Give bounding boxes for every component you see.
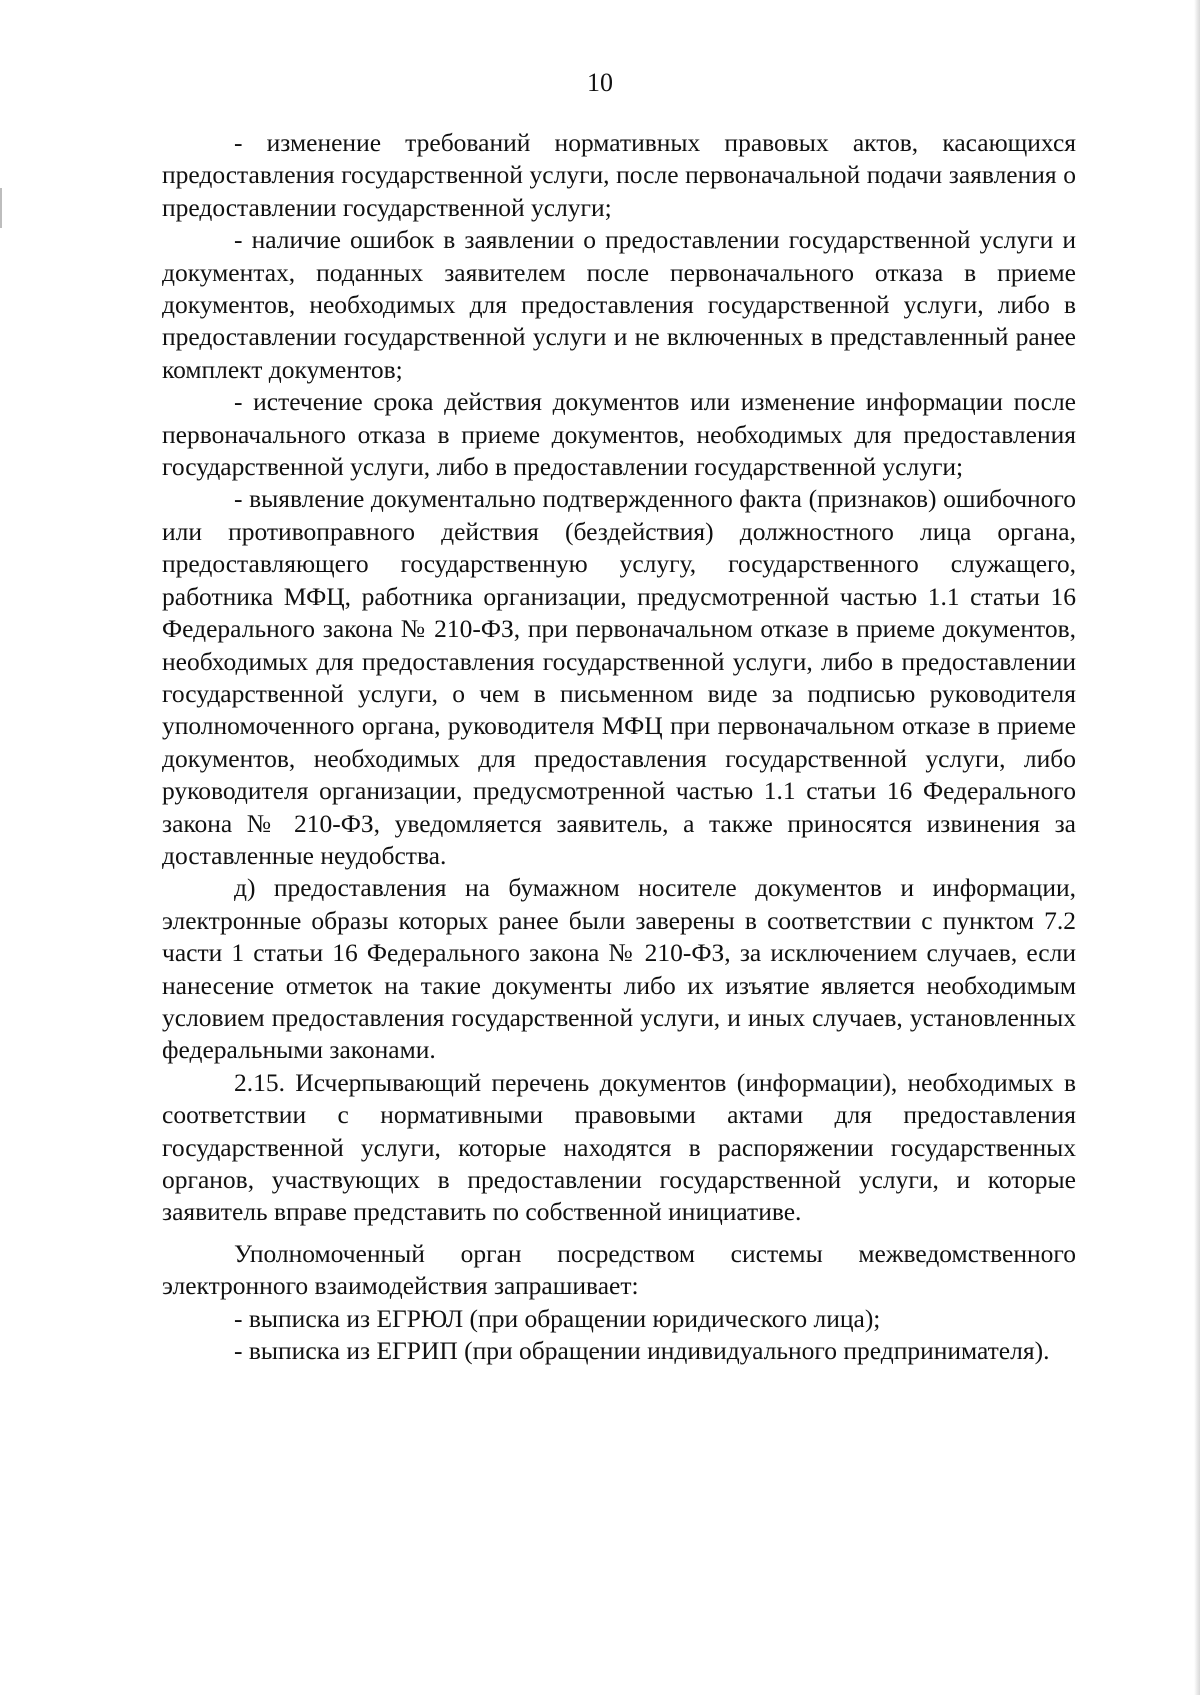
paragraph-official-misconduct: - выявление документально подтвержденного факта (признаков) ошибочного или противоправного действия (бездействия) должностного лица органа, предоставляющего государственную услугу, государственного служащего, работника МФЦ, работника организации, предусмотренной частью 1.1 статьи 16 Федерального закона № 210-ФЗ, при первоначальном отказе в приеме документов, необходимых для предоставления государственной услуги, либо в предоставлении государственной услуги, о чем в письменном виде за подписью руководителя уполномоченного органа, руководителя МФЦ при первоначальном отказе в приеме документов, необходимых для предоставления государственной услуги, либо руководителя организации, предусмотренной частью 1.1 статьи 16 Федерального закона № 210-ФЗ, уведомляется заявитель, а также приносятся извинения за доставленные неудобства.: [162, 484, 1076, 870]
page-edge-shadow: [1194, 0, 1200, 1695]
scan-margin-mark: [0, 188, 2, 228]
document-body: [162, 127, 1076, 1367]
paragraph-interagency-request: Уполномоченный орган посредством системы межведомственного электронного взаимодействия запрашивает:: [162, 1238, 1076, 1301]
page-number: 10: [587, 68, 613, 97]
paragraph-document-expiry: - истечение срока действия документов или изменение информации после первоначального отказа в приеме документов, необходимых для предоставления государственной услуги, либо в предоставлении государственной услуги;: [162, 387, 1076, 482]
list-item-egrip-extract: - выписка из ЕГРИП (при обращении индивидуального предпринимателя).: [234, 1336, 1050, 1366]
list-item-egrul-extract: - выписка из ЕГРЮЛ (при обращении юридического лица);: [234, 1303, 881, 1333]
paragraph-application-errors: - наличие ошибок в заявлении о предоставлении государственной услуги и документах, поданных заявителем после первоначального отказа в приеме документов, необходимых для предоставления государственной услуги, либо в предоставлении государственной услуги и не включенных в представленный ранее комплект документов;: [162, 225, 1076, 384]
paragraph-section-2-15: 2.15. Исчерпывающий перечень документов (информации), необходимых в соответствии с нормативными правовыми актами для предоставления государственной услуги, которые находятся в распоряжении государственных органов, участвующих в предоставлении государственной услуги, и которые заявитель вправе представить по собственной инициативе.: [162, 1067, 1076, 1227]
paragraph-paper-documents: д) предоставления на бумажном носителе документов и информации, электронные образы которых ранее были заверены в соответствии с пунктом 7.2 части 1 статьи 16 Федерального закона № 210-ФЗ, за исключением случаев, если нанесение отметок на такие документы либо их изъятие является необходимым условием предоставления государственной услуги, и иных случаев, установленных федеральными законами.: [162, 873, 1076, 1065]
paragraph-requirements-change: - изменение требований нормативных правовых актов, касающихся предоставления государственной услуги, после первоначальной подачи заявления о предоставлении государственной услуги;: [162, 128, 1076, 222]
